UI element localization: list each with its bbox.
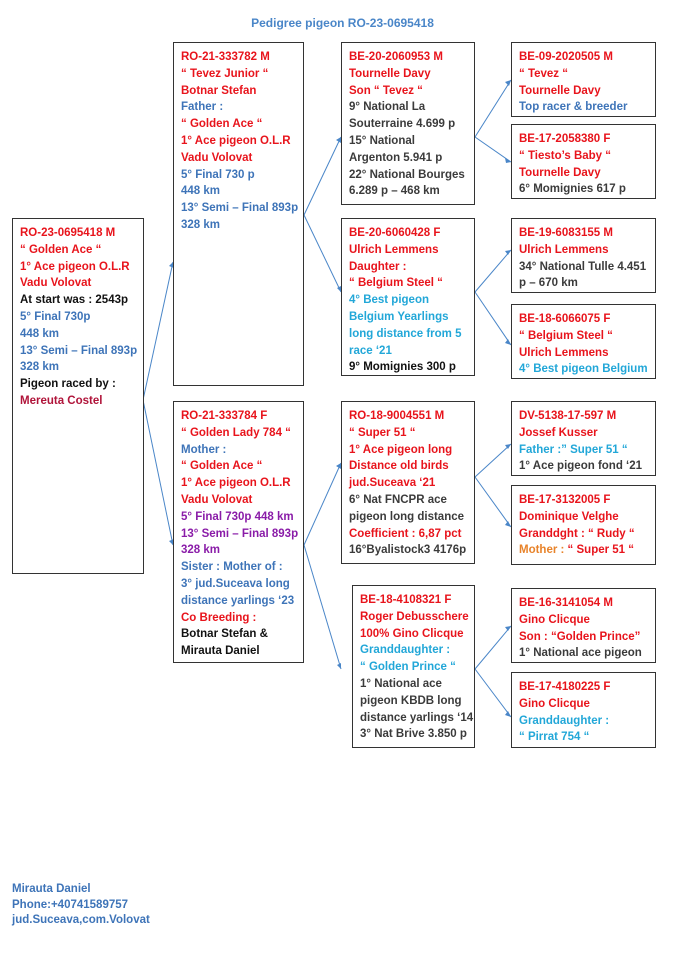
achievement: long distance from 5 [349,327,462,340]
ring-number: BE-17-3132005 F [519,494,611,506]
achievement: race ‘21 [349,344,392,357]
breeder-name: Botnar Stefan & [181,628,268,641]
location: Vadu Volovat [181,493,253,506]
breeder-name: Ulrich Lemmens [349,243,439,256]
achievement: jud.Suceava ‘21 [349,477,436,490]
relative-name: “ Golden Prince “ [360,661,456,674]
relation: Son “ Tevez “ [349,84,423,97]
achievement: 4° Best pigeon [349,294,430,307]
achievement: 1° Ace pigeon O.L.R [181,477,291,490]
breeder-name: Ulrich Lemmens [519,346,609,359]
breeder-name: Gino Clicque [519,613,590,626]
page-title: Pedigree pigeon RO-23-0695418 [251,16,434,30]
achievement: 1° Ace pigeon long [349,443,453,456]
race-result: 13° Semi – Final 893p [181,202,299,215]
relation-label: Granddaughter : [360,644,451,657]
fm-card [341,218,475,376]
race-result: 6° Nat FNCPR ace [349,493,447,506]
mother-note [519,542,648,559]
contact-address: jud.Suceava,com.Volovat [12,914,150,926]
contact-name: Mirauta Daniel [12,883,91,895]
father-card [173,42,304,386]
race-result: Souterraine 4.699 p [349,118,456,131]
relation: Son : “Golden Prince” [519,630,641,643]
relation-label: Father : [181,101,224,114]
race-result: 3° Nat Brive 3.850 p [360,728,467,741]
fmm-card [511,304,656,379]
breeder-name: Roger Debusschere [360,610,469,623]
connector-subject-father [143,262,173,400]
race-result: 6.289 p – 468 km [349,185,440,198]
connector-ff-fff [475,80,511,137]
pigeon-name: “ Golden Lady 784 “ [181,426,291,439]
race-result: 5° Final 730p 448 km [181,510,294,523]
connector-mm-mmm [475,669,511,717]
breeder-name: Tournelle Davy [349,67,431,80]
raced-by-label: Pigeon raced by : [20,378,116,391]
race-result: 22° National Bourges [349,168,465,181]
ring-number: BE-18-4108321 F [360,594,452,606]
race-distance: 328 km [181,544,221,557]
achievement: 1° Ace pigeon O.L.R [20,260,130,273]
connector-subject-mother [143,400,173,545]
race-result: 9° Momignies 300 p [349,361,456,374]
ring-number: RO-18-9004551 M [349,410,445,422]
achievement: 1° National ace pigeon [519,647,642,660]
ring-number: RO-23-0695418 M [20,227,116,239]
ring-number: BE-17-2058380 F [519,133,611,145]
subject-card [12,218,144,574]
breeder-name: Jossef Kusser [519,426,598,439]
race-result: 13° Semi – Final 893p [181,527,299,540]
mf-card [341,401,475,564]
race-result: 9° National La [349,101,426,114]
connector-mf-mff [475,444,511,477]
race-distance: 328 km [20,361,60,374]
pigeon-name: “ Tevez “ [519,67,568,80]
connector-mother-mf [304,463,341,545]
owner-name: Mereuta Costel [20,394,103,407]
race-distance: 448 km [181,185,221,198]
mm-card [352,585,475,748]
connector-fm-fmf [475,250,511,292]
pigeon-name: “ Golden Ace “ [20,243,102,256]
connector-father-fm [304,215,341,292]
breeder-name: Ulrich Lemmens [519,243,609,256]
breeder-name: Dominique Velghe [519,510,619,523]
race-result: 5° Final 730p [20,310,91,323]
breeder-name: Mirauta Daniel [181,645,260,658]
relation: Father :” Super 51 “ [519,443,628,456]
achievement: 1° National ace [360,677,442,690]
race-result: 13° Semi – Final 893p [20,344,138,357]
ring-number: BE-20-6060428 F [349,227,441,239]
ring-number: RO-21-333784 F [181,410,268,422]
achievement: 4° Best pigeon Belgium [519,363,648,376]
sister-achievement: Mother of : 3° jud.Suceava long distance yarlings ‘23 [181,561,295,607]
achievement: Distance old birds [349,460,449,473]
breeder-name: Gino Clicque [519,697,590,710]
achievement: 1° Ace pigeon fond ‘21 [519,460,643,473]
pigeon-name: “ Tevez Junior “ [181,67,269,80]
achievement: 1° Ace pigeon O.L.R [181,134,291,147]
breeder-line: 100% Gino Clicque [360,627,464,640]
mfm-card [511,485,656,565]
mmf-card [511,588,656,663]
race-result: Argenton 5.941 p [349,151,443,164]
connector-mf-mfm [475,477,511,527]
contact-phone: Phone:+40741589757 [12,898,129,911]
fff-card [511,42,656,117]
breeder-name: Botnar Stefan [181,84,257,97]
location: Vadu Volovat [181,151,253,164]
ring-number: RO-21-333782 M [181,51,270,63]
ring-number: DV-5138-17-597 M [519,410,617,422]
location: Vadu Volovat [20,277,92,290]
ring-number: BE-18-6066075 F [519,313,611,325]
sister-label: Sister : [181,561,220,574]
pigeon-name: “ Belgium Steel “ [519,329,613,342]
connector-mother-mm [304,545,341,669]
race-result: 6° Momignies 617 p [519,183,626,196]
coefficient: Coefficient : 6,87 pct [349,527,462,540]
achievement: Belgium Yearlings [349,310,449,323]
race-info: At start was : 2543p [20,294,129,307]
relation: Granddght : “ Rudy “ [519,527,635,540]
connector-ff-ffm [475,137,511,162]
breeder-name: Tournelle Davy [519,166,601,179]
pigeon-name: “ Tiesto’s Baby “ [519,149,612,162]
achievement: pigeon KBDB long [360,694,462,707]
mother-card [173,401,304,663]
relation-label: Mother : [181,443,227,456]
co-breeding-label: Co Breeding : [181,611,257,624]
race-result: 16°Byalistock3 4176p [349,544,467,557]
achievement: Top racer & breeder [519,101,628,114]
ring-number: BE-17-4180225 F [519,681,611,693]
race-result: pigeon long distance [349,510,465,523]
ring-number: BE-20-2060953 M [349,51,443,63]
race-result: p – 670 km [519,277,578,290]
mmm-card [511,672,656,748]
pigeon-name: “ Super 51 “ [349,426,416,439]
relative-name: “ Golden Ace “ [181,118,263,131]
mff-card [511,401,656,476]
race-result: 5° Final 730 p [181,168,255,181]
contact-info [12,882,150,929]
ffm-card [511,124,656,199]
mother-name: “ Super 51 “ [564,544,635,557]
ff-card [341,42,475,205]
relation-label: Daughter : [349,260,407,273]
race-distance: 448 km [20,327,60,340]
ring-number: BE-09-2020505 M [519,51,613,63]
race-result: 15° National [349,134,415,147]
ring-number: BE-16-3141054 M [519,597,613,609]
race-result: 34° National Tulle 4.451 [519,260,647,273]
mother-label: Mother : [519,544,565,557]
relative-name: “ Pirrat 754 “ [519,731,590,744]
achievement: distance yarlings ‘14 [360,711,474,724]
race-distance: 328 km [181,218,221,231]
connector-father-ff [304,137,341,215]
relative-name: “ Belgium Steel “ [349,277,443,290]
ring-number: BE-19-6083155 M [519,227,613,239]
connector-fm-fmm [475,292,511,345]
relation-label: Granddaughter : [519,714,610,727]
breeder-name: Tournelle Davy [519,84,601,97]
fmf-card [511,218,656,293]
connector-mm-mmf [475,626,511,669]
relative-name: “ Golden Ace “ [181,460,263,473]
sibling-note [181,559,296,609]
